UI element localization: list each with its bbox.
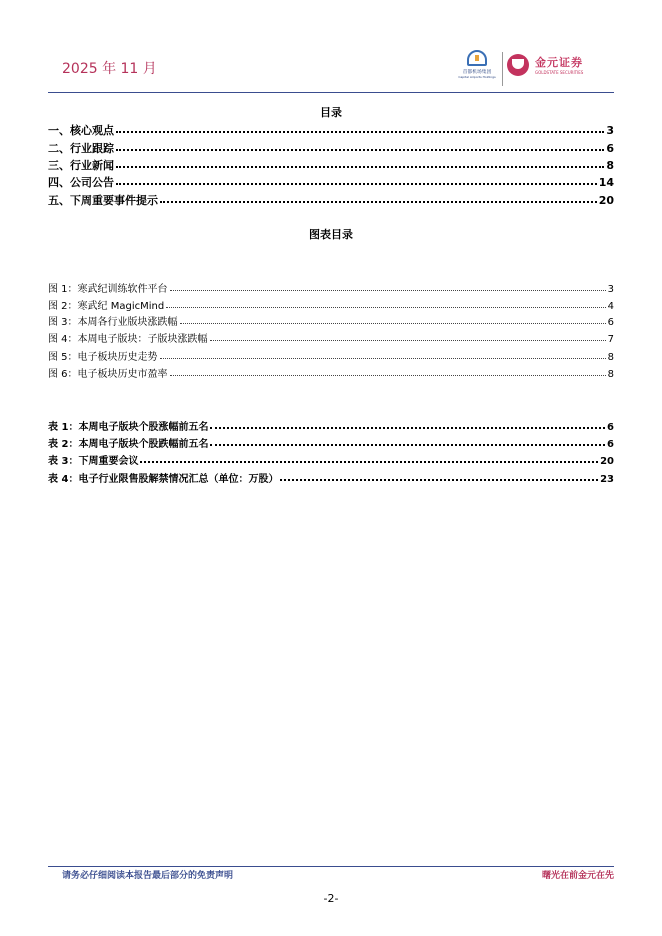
dot-leader bbox=[116, 174, 597, 185]
table-item[interactable] bbox=[48, 418, 614, 434]
figure-item-label: 图 3：本周各行业版块涨跌幅 bbox=[48, 317, 178, 328]
dot-leader bbox=[160, 192, 597, 203]
table-item-label: 表 4：电子行业限售股解禁情况汇总（单位：万股） bbox=[48, 474, 279, 485]
figure-item[interactable] bbox=[48, 297, 614, 313]
dot-leader bbox=[116, 122, 604, 133]
dot-leader bbox=[160, 350, 606, 359]
dot-leader bbox=[180, 315, 606, 324]
figure-item-label: 图 1：寒武纪训练软件平台 bbox=[48, 284, 168, 295]
toc-item-page: 6 bbox=[606, 142, 614, 155]
dot-leader bbox=[140, 453, 598, 463]
figure-item[interactable] bbox=[48, 348, 614, 364]
figure-item-label: 图 6：电子板块历史市盈率 bbox=[48, 369, 168, 380]
toc-item[interactable] bbox=[48, 140, 614, 156]
dot-leader bbox=[170, 367, 606, 376]
toc-item-page: 14 bbox=[598, 176, 614, 189]
toc-item-page: 8 bbox=[606, 159, 614, 172]
goldstate-logo-icon bbox=[507, 54, 529, 76]
figure-item-page: 8 bbox=[607, 369, 614, 380]
table-item-label: 表 1：本周电子版块个股涨幅前五名 bbox=[48, 422, 209, 433]
figure-item-label: 图 5：电子板块历史走势 bbox=[48, 352, 158, 363]
figure-item[interactable] bbox=[48, 313, 614, 329]
figure-item-page: 8 bbox=[607, 352, 614, 363]
logos bbox=[455, 50, 615, 90]
toc-item[interactable] bbox=[48, 192, 614, 208]
toc-item-label: 一、核心观点 bbox=[48, 124, 114, 137]
capital-airports-logo-subtitle: Capital Airports Holdings bbox=[458, 75, 496, 79]
logo-divider bbox=[502, 52, 503, 86]
capital-airports-logo-icon bbox=[467, 50, 487, 66]
dot-leader bbox=[210, 419, 605, 429]
dot-leader bbox=[170, 282, 606, 291]
figure-item[interactable] bbox=[48, 365, 614, 381]
toc-title: 目录 bbox=[320, 106, 342, 119]
report-date: 2025 年 11 月 bbox=[62, 61, 157, 77]
figure-item-page: 7 bbox=[607, 334, 614, 345]
toc-item-label: 五、下周重要事件提示 bbox=[48, 194, 158, 207]
figure-item-label: 图 2：寒武纪 MagicMind bbox=[48, 301, 165, 312]
goldstate-logo-subtitle: GOLDSTATE SECURITIES bbox=[535, 70, 584, 75]
table-item-page: 20 bbox=[600, 456, 614, 467]
figure-item-page: 4 bbox=[607, 301, 614, 312]
table-item-label: 表 2：本周电子版块个股跌幅前五名 bbox=[48, 439, 209, 450]
figure-item[interactable] bbox=[48, 280, 614, 296]
figure-item-page: 6 bbox=[607, 317, 614, 328]
toc-item-label: 二、行业跟踪 bbox=[48, 142, 114, 155]
dot-leader bbox=[210, 332, 606, 341]
toc-item-label: 四、公司公告 bbox=[48, 176, 114, 189]
toc-item[interactable] bbox=[48, 174, 614, 190]
dot-leader bbox=[210, 436, 605, 446]
capital-airports-logo-name: 首都机场集团 bbox=[462, 69, 492, 75]
toc-item-label: 三、行业新闻 bbox=[48, 159, 114, 172]
dot-leader bbox=[116, 140, 604, 151]
toc-item-page: 3 bbox=[606, 124, 614, 137]
table-item-page: 6 bbox=[607, 439, 614, 450]
table-item[interactable] bbox=[48, 470, 614, 486]
toc-item[interactable] bbox=[48, 122, 614, 138]
footer-disclaimer: 请务必仔细阅读本报告最后部分的免责声明 bbox=[62, 871, 234, 881]
table-item-page: 23 bbox=[600, 474, 614, 485]
figure-item[interactable] bbox=[48, 330, 614, 346]
figure-item-page: 3 bbox=[607, 284, 614, 295]
goldstate-logo-name: 金元证券 bbox=[535, 56, 583, 69]
page-number: -2- bbox=[323, 892, 339, 905]
dot-leader bbox=[280, 471, 598, 481]
table-item[interactable] bbox=[48, 452, 614, 468]
dot-leader bbox=[116, 157, 604, 168]
table-item[interactable] bbox=[48, 435, 614, 451]
dot-leader bbox=[166, 299, 605, 308]
table-item-page: 6 bbox=[607, 422, 614, 433]
footer-divider bbox=[48, 866, 614, 867]
figures-title: 图表目录 bbox=[309, 228, 353, 241]
figure-item-label: 图 4：本周电子版块：子版块涨跌幅 bbox=[48, 334, 208, 345]
capital-airports-logo bbox=[455, 50, 499, 79]
footer-slogan: 曙光在前金元在先 bbox=[541, 871, 614, 881]
toc-item[interactable] bbox=[48, 157, 614, 173]
header-divider bbox=[48, 92, 614, 93]
toc-item-page: 20 bbox=[598, 194, 614, 207]
table-item-label: 表 3：下周重要会议 bbox=[48, 456, 139, 467]
